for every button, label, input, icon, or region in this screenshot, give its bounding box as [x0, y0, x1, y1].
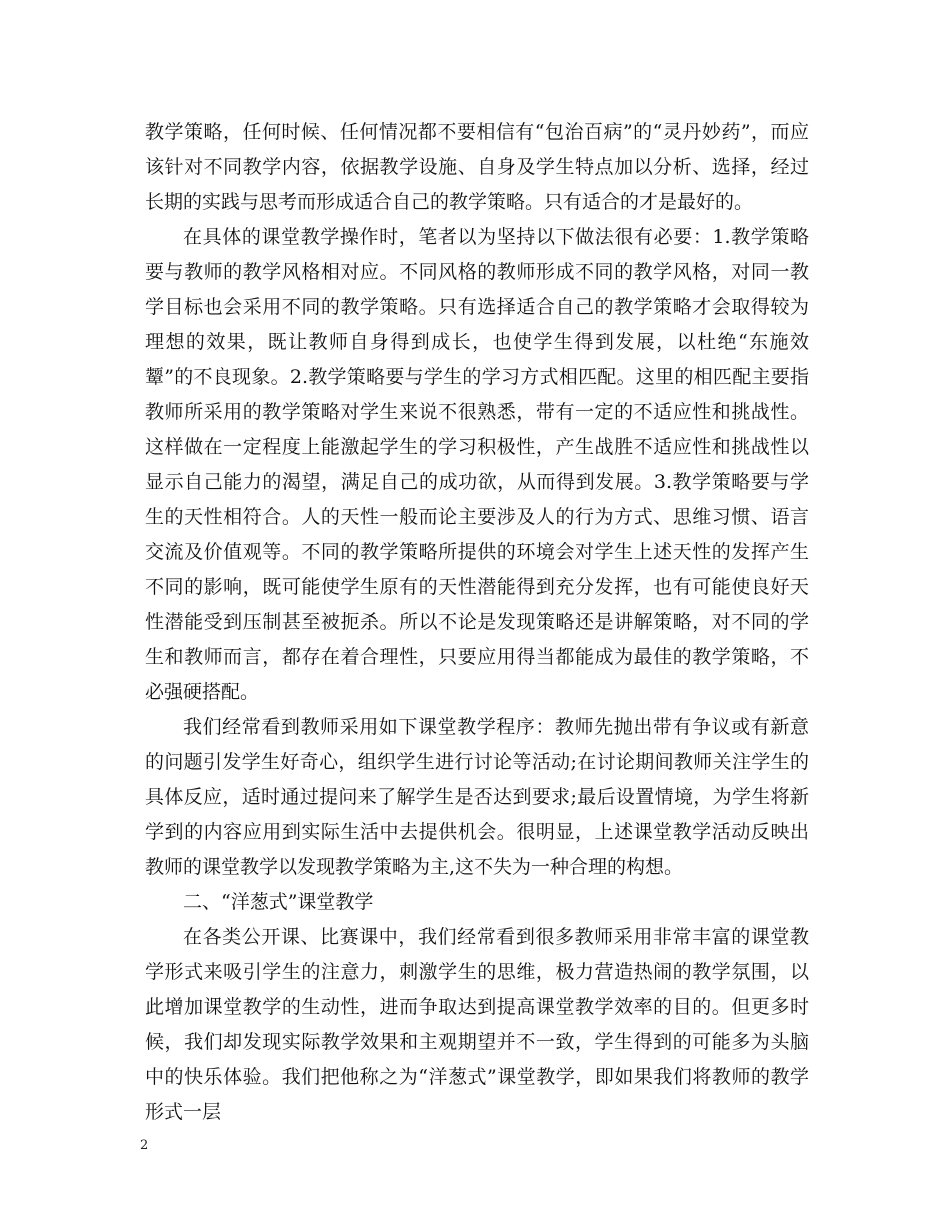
- paragraph-continuation: 教学策略，任何时候、任何情况都不要相信有“包治百病”的“灵丹妙药”，而应该针对不同教学内容，依据教学设施、自身及学生特点加以分析、选择，经过长期的实践与思考而形成适合自己的教学策略。只有适合的才是最好的。: [145, 121, 809, 213]
- page-number: 2: [140, 1138, 149, 1153]
- document-body: [145, 115, 809, 1130]
- paragraph-teaching-strategy-practice: 在具体的课堂教学操作时，笔者以为坚持以下做法很有必要：1.教学策略要与教师的教学风格相对应。不同风格的教师形成不同的教学风格，对同一教学目标也会采用不同的教学策略。只有选择适合自己的教学策略才会取得较为理想的效果，既让教师自身得到成长，也使学生得到发展，以杜绝“东施效颦”的不良现象。2.教学策略要与学生的学习方式相匹配。这里的相匹配主要指教师所采用的教学策略对学生来说不很熟悉，带有一定的不适应性和挑战性。这样做在一定程度上能激起学生的学习积极性，产生战胜不适应性和挑战性以显示自己能力的渴望，满足自己的成功欲，从而得到发展。3.教学策略要与学生的天性相符合。人的天性一般而论主要涉及人的行为方式、思维习惯、语言交流及价值观等。不同的教学策略所提供的环境会对学生上述天性的发挥产生不同的影响，既可能使学生原有的天性潜能得到充分发挥，也有可能使良好天性潜能受到压制甚至被扼杀。所以不论是发现策略还是讲解策略，对不同的学生和教师而言，都存在着合理性，只要应用得当都能成为最佳的教学策略，不必强硬搭配。: [145, 226, 809, 703]
- paragraph-onion-style-teaching: 在各类公开课、比赛课中，我们经常看到很多教师采用非常丰富的课堂教学形式来吸引学生的注意力，刺激学生的思维，极力营造热闹的教学氛围，以此增加课堂教学的生动性，进而争取达到提高课堂教学效率的目的。但更多时候，我们却发现实际教学效果和主观期望并不一致，学生得到的可能多为头脑中的快乐体验。我们把他称之为“洋葱式”课堂教学，即如果我们将教师的教学形式一层: [145, 926, 809, 1123]
- section-heading: 二、“洋葱式”课堂教学: [183, 891, 374, 913]
- paragraph-classroom-procedure: 我们经常看到教师采用如下课堂教学程序：教师先抛出带有争议或有新意的问题引发学生好奇心，组织学生进行讨论等活动;在讨论期间教师关注学生的具体反应，适时通过提问来了解学生是否达到要求;最后设置情境，为学生将新学到的内容应用到实际生活中去提供机会。很明显，上述课堂教学活动反映出教师的课堂教学以发现教学策略为主,这不失为一种合理的构想。: [145, 716, 809, 878]
